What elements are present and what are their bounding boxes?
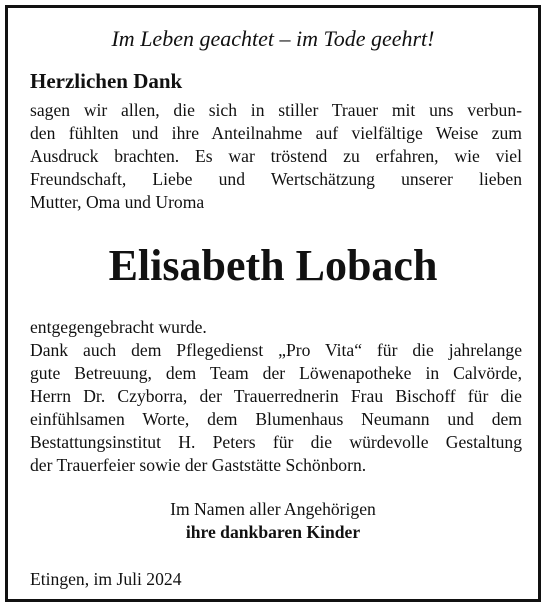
text-line: gute Betreuung, dem Team der Löwenapotheke in Calvörde, [30,363,522,383]
text-line: Dank auch dem Pflegedienst „Pro Vita“ für die jahrelange [30,340,522,360]
text-line: sagen wir allen, die sich in stiller Trauer mit uns verbun- [30,100,522,120]
text-line: Freundschaft, Liebe und Wertschätzung unserer lieben [30,169,522,189]
paragraph-thanks [30,99,522,214]
deceased-name: Elisabeth Lobach [108,241,438,290]
text-line: einfühlsamen Worte, dem Blumenhaus Neumann und dem [30,409,522,429]
text-line: Mutter, Oma und Uroma [30,192,205,212]
text-line: den fühlten und ihre Anteilnahme auf vielfältige Weise zum [30,123,522,143]
heading: Herzlichen Dank [30,69,183,93]
closing-line: Im Namen aller Angehörigen [170,499,376,519]
text-line: entgegengebracht wurde. [30,317,207,337]
place-date: Etingen, im Juli 2024 [30,569,182,589]
text-line: Ausdruck brachten. Es war tröstend zu erfahren, wie viel [30,146,522,166]
text-line: Herrn Dr. Czyborra, der Trauerrednerin Frau Bischoff für die [30,386,522,406]
paragraph-acknowledgements [30,316,522,477]
signature-line: ihre dankbaren Kinder [185,522,361,542]
text-line: der Trauerfeier sowie der Gaststätte Schönborn. [30,455,367,475]
motto: Im Leben geachtet – im Tode geehrt! [111,26,435,51]
text-line: Bestattungsinstitut H. Peters für die würdevolle Gestaltung [30,432,522,452]
obituary-card [5,5,541,602]
